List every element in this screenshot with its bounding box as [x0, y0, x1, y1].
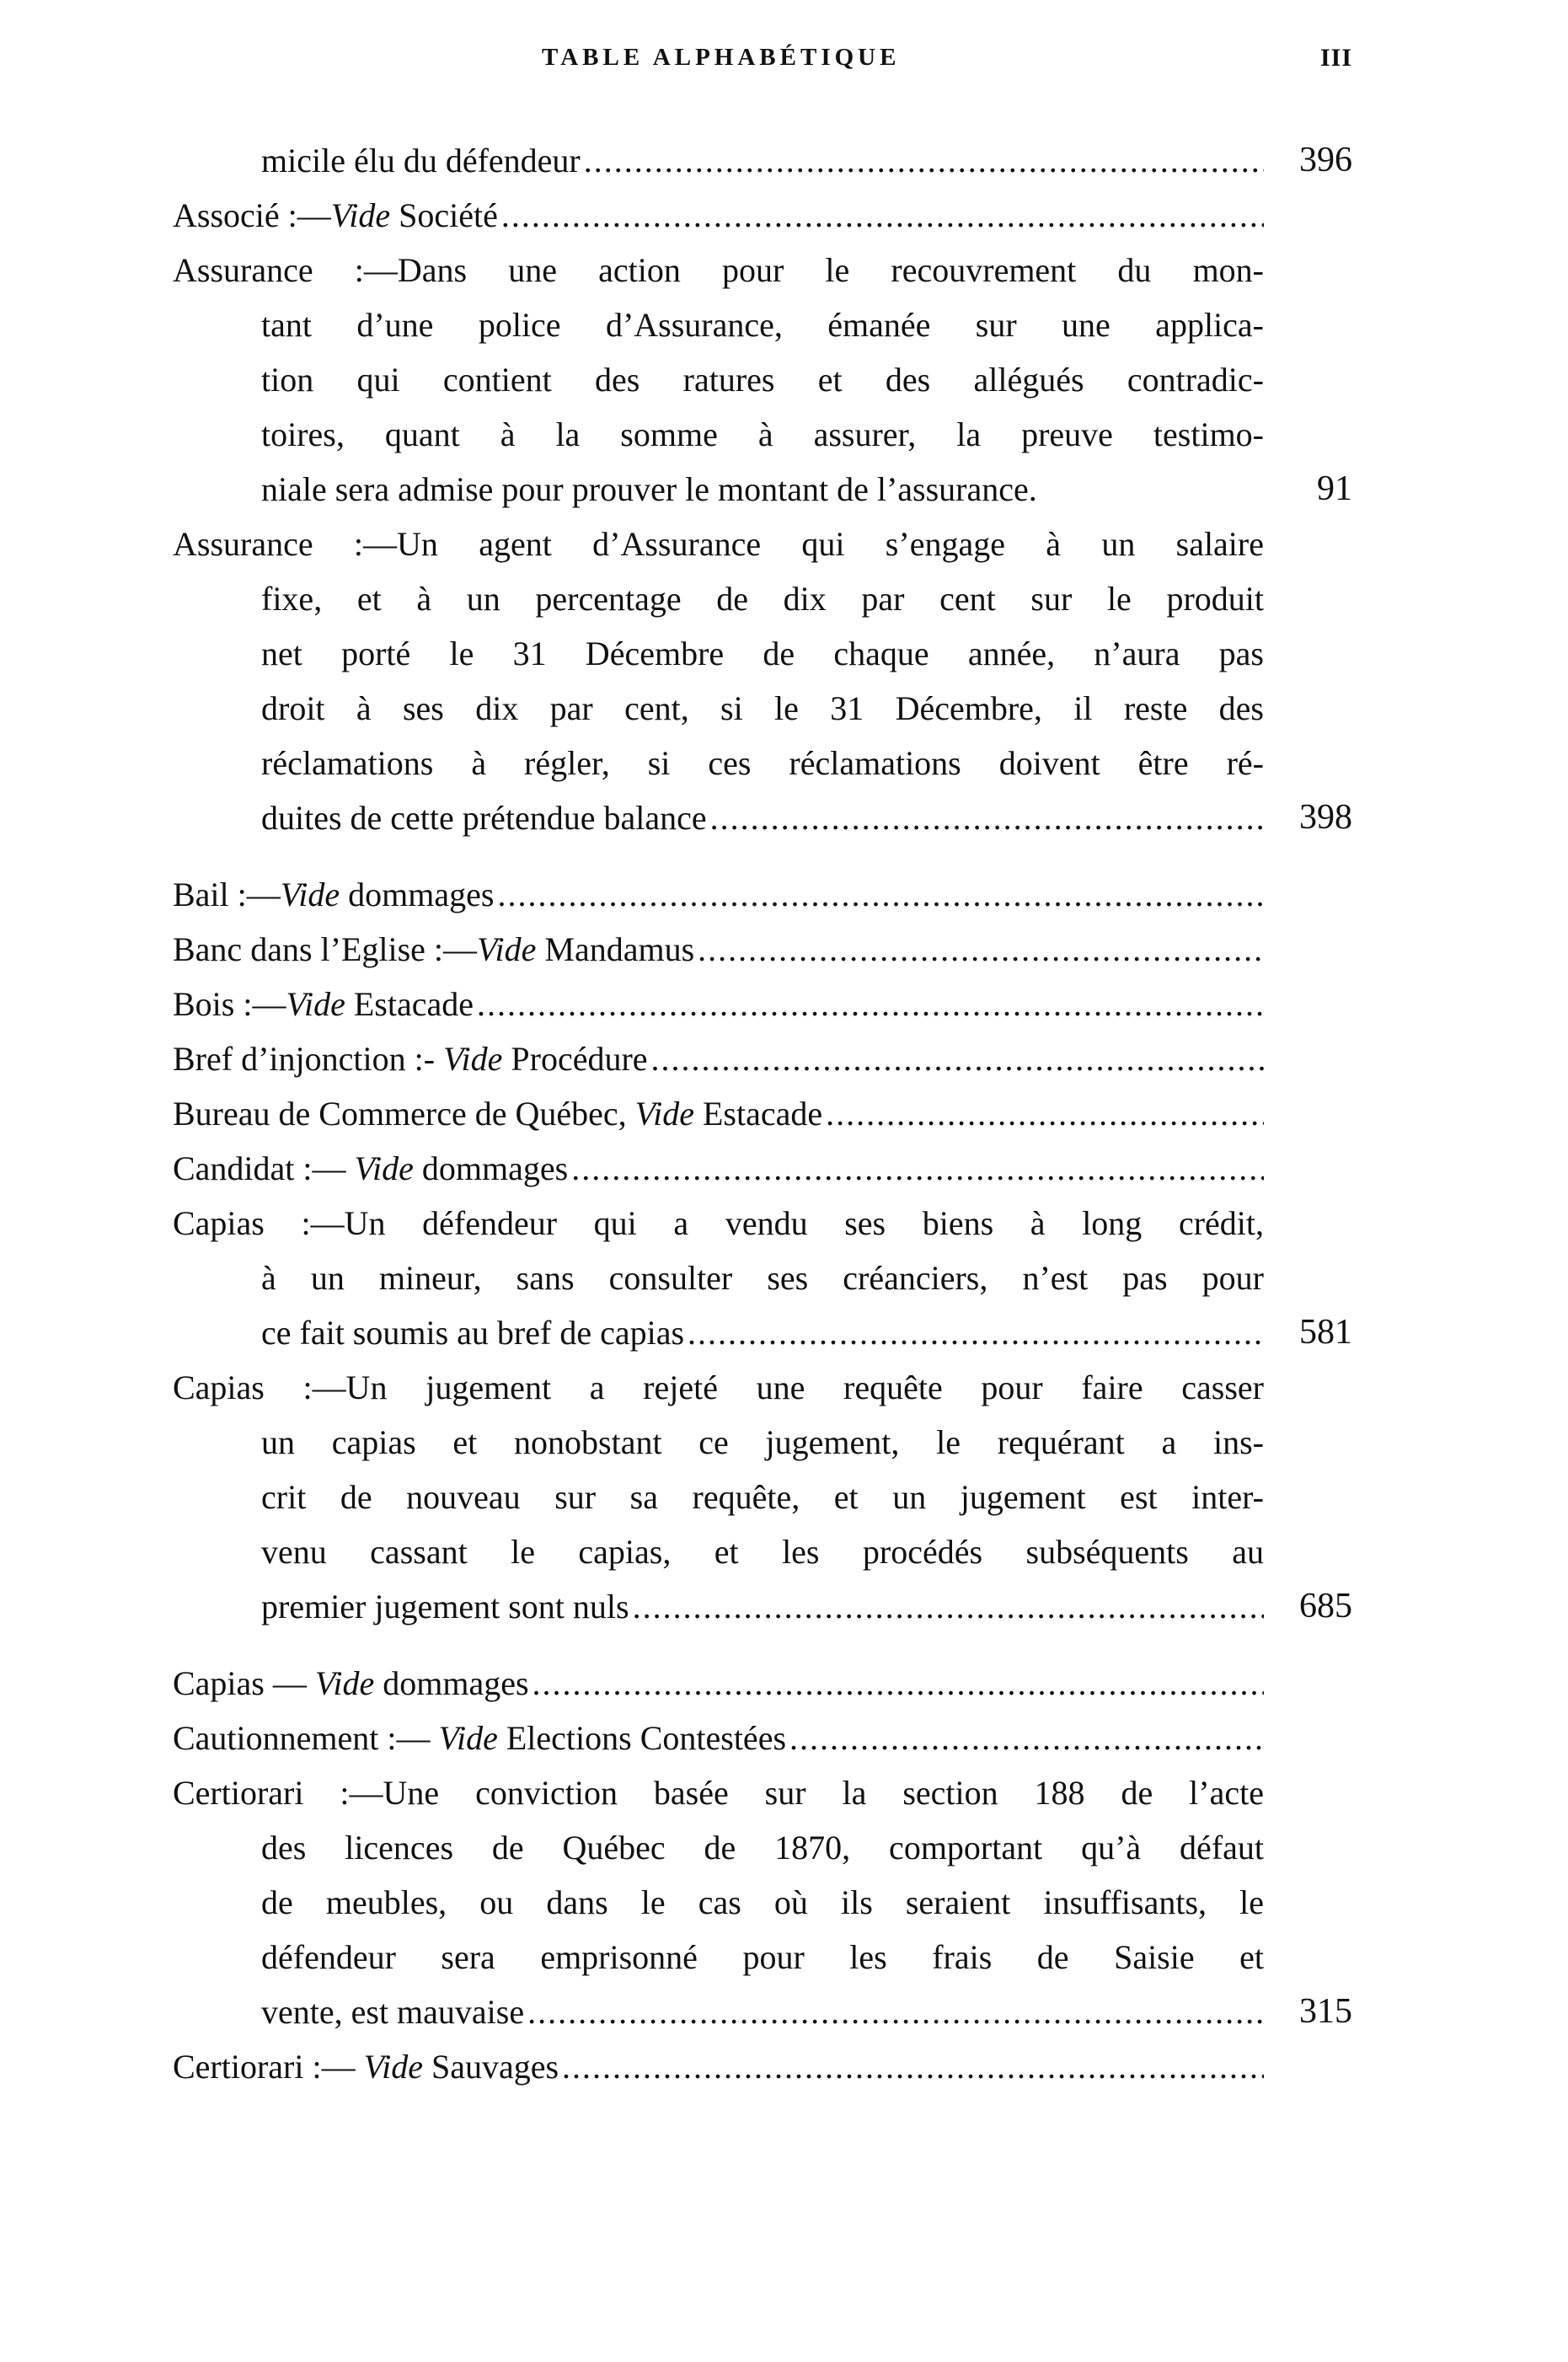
- leader-text: [173, 1031, 648, 1086]
- leader-row: [261, 133, 1264, 188]
- vide-reference: Vide: [626, 1095, 694, 1133]
- page-number: III: [1319, 44, 1352, 72]
- index-entry: [173, 1141, 1352, 1196]
- line-text: [261, 1875, 1264, 1930]
- leader-text: [173, 922, 694, 977]
- index-line: [173, 681, 1352, 736]
- line-text: [261, 352, 1264, 407]
- leader-text: [173, 1086, 822, 1141]
- index-line: [173, 1415, 1352, 1470]
- index-line: [173, 736, 1352, 790]
- index-line: [173, 1579, 1352, 1634]
- vide-reference: Vide: [430, 1719, 498, 1757]
- entry-text: à un mineur, sans consulter ses créanciers, n’est pas pour: [261, 1259, 1264, 1297]
- leader-row: [173, 1086, 1264, 1141]
- dot-leader: [501, 188, 1264, 243]
- index-line: [173, 1031, 1352, 1086]
- vide-reference: Vide: [286, 985, 345, 1023]
- line-text: [261, 571, 1264, 626]
- entry-text: ce fait soumis au bref de capias: [261, 1314, 685, 1352]
- index-line: [173, 1251, 1352, 1305]
- entry-text: Mandamus: [536, 930, 695, 968]
- line-text: [261, 407, 1264, 462]
- line-text: [173, 517, 1264, 571]
- leader-row: [261, 1305, 1264, 1360]
- entry-text: Elections Contestées: [497, 1719, 787, 1757]
- index-line: [173, 1360, 1352, 1415]
- index-entry: [173, 517, 1352, 845]
- line-text: [173, 1196, 1264, 1251]
- index-entry: [173, 243, 1352, 517]
- index-line: [173, 407, 1352, 462]
- index-entries: [173, 133, 1352, 2094]
- leader-text: [173, 977, 474, 1031]
- index-entry: [173, 1765, 1352, 2039]
- entry-text: fixe, et à un percentage de dix par cent sur le produit: [261, 580, 1264, 618]
- entry-heading: Bref d’injonction :-: [173, 1040, 436, 1078]
- entry-heading: Bureau de Commerce de Québec,: [173, 1095, 627, 1133]
- index-entry: [173, 1086, 1352, 1141]
- index-line: [173, 133, 1352, 188]
- vide-reference: Vide: [435, 1040, 503, 1078]
- page-reference: 91: [1317, 469, 1352, 508]
- entry-text: dommages: [340, 876, 495, 913]
- line-text: [261, 1524, 1264, 1579]
- entry-text: défendeur sera emprisonné pour les frais de Saisie et: [261, 1938, 1264, 1976]
- entry-text: vente, est mauvaise: [261, 1993, 525, 2031]
- leader-row: [173, 922, 1264, 977]
- index-line: [173, 1820, 1352, 1875]
- entry-text: Un défendeur qui a vendu ses biens à long crédit,: [344, 1204, 1264, 1242]
- index-line: [173, 922, 1352, 977]
- entry-heading: Bail :—: [173, 876, 281, 913]
- dot-leader: [789, 1711, 1264, 1765]
- index-line: [173, 1711, 1352, 1765]
- entry-text: micile élu du défendeur: [261, 142, 581, 179]
- page-reference: 685: [1299, 1587, 1352, 1626]
- leader-row: [173, 1031, 1264, 1086]
- entry-text: dommages: [374, 1664, 529, 1702]
- line-text: [261, 681, 1264, 736]
- dot-leader: [698, 922, 1264, 977]
- index-entry: [173, 2039, 1352, 2094]
- entry-text: Dans une action pour le recouvrement du mon-: [397, 251, 1264, 289]
- leader-text: [261, 1305, 684, 1360]
- vide-reference: Vide: [345, 1149, 414, 1187]
- leader-row: [173, 867, 1264, 922]
- index-line: [173, 790, 1352, 845]
- entry-heading: Assurance :—: [173, 251, 398, 289]
- index-entry: [173, 188, 1352, 243]
- index-line: [173, 1656, 1352, 1711]
- index-line: [173, 626, 1352, 681]
- entry-text: Une conviction basée sur la section 188 de l’acte: [383, 1774, 1264, 1812]
- index-line: [173, 1524, 1352, 1579]
- line-text: [261, 1820, 1264, 1875]
- dot-leader: [571, 1141, 1264, 1196]
- index-entry: [173, 1656, 1352, 1711]
- dot-leader: [562, 2039, 1264, 2094]
- leader-text: [173, 1141, 568, 1196]
- vide-reference: Vide: [477, 930, 537, 968]
- dot-leader: [527, 1984, 1264, 2039]
- entry-text: Un agent d’Assurance qui s’engage à un salaire: [397, 525, 1264, 563]
- index-entry: [173, 1711, 1352, 1765]
- dot-leader: [826, 1086, 1264, 1141]
- leader-text: [173, 188, 498, 243]
- entry-text: de meubles, ou dans le cas où ils seraient insuffisants, le: [261, 1883, 1264, 1921]
- entry-spacer: [173, 845, 1352, 867]
- entry-text: toires, quant à la somme à assurer, la preuve testimo-: [261, 415, 1264, 453]
- dot-leader: [710, 790, 1264, 845]
- index-entry: [173, 977, 1352, 1031]
- entry-text: tion qui contient des ratures et des allégués contradic-: [261, 361, 1264, 399]
- entry-text: premier jugement sont nuls: [261, 1588, 629, 1626]
- entry-heading: Bois :—: [173, 985, 286, 1023]
- index-line: [173, 1930, 1352, 1984]
- leader-row: [261, 790, 1264, 845]
- line-text: [261, 1251, 1264, 1305]
- entry-text: venu cassant le capias, et les procédés subséquents au: [261, 1533, 1264, 1571]
- dot-leader: [584, 133, 1264, 188]
- entry-heading: Banc dans l’Eglise :—: [173, 930, 478, 968]
- leader-row: [173, 1656, 1264, 1711]
- entry-text: niale sera admise pour prouver le montant de l’assurance.: [261, 470, 1037, 508]
- leader-text: [261, 1984, 524, 2039]
- index-line: [173, 188, 1352, 243]
- running-head: [173, 44, 1352, 94]
- entry-heading: Capias :—: [173, 1204, 345, 1242]
- index-line: [173, 1141, 1352, 1196]
- dot-leader: [633, 1579, 1264, 1634]
- index-line: [173, 1765, 1352, 1820]
- page-reference: 581: [1299, 1313, 1352, 1352]
- line-text: [261, 1470, 1264, 1524]
- leader-text: [261, 1579, 629, 1634]
- index-line: [173, 1305, 1352, 1360]
- leader-text: [173, 1711, 786, 1765]
- leader-text: [261, 790, 707, 845]
- dot-leader: [651, 1031, 1264, 1086]
- entry-text: un capias et nonobstant ce jugement, le requérant a ins-: [261, 1423, 1264, 1461]
- dot-leader: [532, 1656, 1264, 1711]
- entry-text: crit de nouveau sur sa requête, et un jugement est inter-: [261, 1478, 1264, 1516]
- dot-leader: [688, 1305, 1264, 1360]
- index-line: [173, 1470, 1352, 1524]
- line-text: [261, 626, 1264, 681]
- index-line: [173, 352, 1352, 407]
- vide-reference: Vide: [330, 196, 391, 234]
- entry-text: Procédure: [502, 1040, 648, 1078]
- dot-leader: [497, 867, 1264, 922]
- page-reference: 398: [1299, 798, 1352, 837]
- leader-text: [173, 867, 494, 922]
- line-text: [261, 297, 1264, 352]
- index-line: [173, 571, 1352, 626]
- vide-reference: Vide: [355, 2048, 423, 2086]
- leader-row: [173, 977, 1264, 1031]
- leader-row: [173, 1711, 1264, 1765]
- page-reference: 396: [1299, 141, 1352, 179]
- line-text: [261, 462, 1264, 517]
- entry-text: réclamations à régler, si ces réclamations doivent être ré-: [261, 744, 1264, 782]
- entry-text: Un jugement a rejeté une requête pour faire casser: [345, 1368, 1264, 1406]
- entry-text: droit à ses dix par cent, si le 31 Décembre, il reste des: [261, 689, 1264, 727]
- index-line: [173, 867, 1352, 922]
- entry-heading: Capias —: [173, 1664, 307, 1702]
- entry-text: net porté le 31 Décembre de chaque année, n’aura pas: [261, 635, 1264, 672]
- index-line: [173, 2039, 1352, 2094]
- leader-text: [173, 1656, 529, 1711]
- index-entry: [173, 867, 1352, 922]
- leader-row: [173, 1141, 1264, 1196]
- entry-heading: Associé :—: [173, 196, 331, 234]
- entry-text: dommages: [413, 1149, 569, 1187]
- leader-row: [261, 1579, 1264, 1634]
- entry-text: Sauvages: [422, 2048, 559, 2086]
- entry-text: Estacade: [345, 985, 474, 1023]
- line-text: [261, 1415, 1264, 1470]
- index-line: [173, 243, 1352, 297]
- entry-text: Estacade: [694, 1095, 823, 1133]
- vide-reference: Vide: [280, 876, 340, 913]
- index-line: [173, 1875, 1352, 1930]
- index-line: [173, 1196, 1352, 1251]
- entry-heading: Assurance :—: [173, 525, 398, 563]
- index-entry: [173, 1360, 1352, 1634]
- index-line: [173, 517, 1352, 571]
- entry-spacer: [173, 1634, 1352, 1656]
- entry-text: tant d’une police d’Assurance, émanée sur une applica-: [261, 306, 1264, 344]
- entry-heading: Cautionnement :—: [173, 1719, 431, 1757]
- entry-text: des licences de Québec de 1870, comportant qu’à défaut: [261, 1829, 1264, 1867]
- entry-heading: Certiorari :—: [173, 2048, 356, 2086]
- dot-leader: [477, 977, 1264, 1031]
- entry-heading: Candidat :—: [173, 1149, 346, 1187]
- leader-row: [173, 2039, 1264, 2094]
- index-line: [173, 297, 1352, 352]
- index-line: [173, 977, 1352, 1031]
- leader-row: [173, 188, 1264, 243]
- index-line: [173, 1086, 1352, 1141]
- index-entry: [173, 922, 1352, 977]
- index-entry: [173, 133, 1352, 188]
- entry-text: Société: [390, 196, 498, 234]
- line-text: [173, 1765, 1264, 1820]
- line-text: [173, 1360, 1264, 1415]
- entry-heading: Capias :—: [173, 1368, 346, 1406]
- line-text: [261, 736, 1264, 790]
- leader-text: [173, 2039, 559, 2094]
- line-text: [173, 243, 1264, 297]
- entry-heading: Certiorari :—: [173, 1774, 383, 1812]
- entry-text: duites de cette prétendue balance: [261, 799, 707, 837]
- running-title: TABLE ALPHABÉTIQUE: [542, 44, 901, 71]
- vide-reference: Vide: [306, 1664, 375, 1702]
- page-reference: 315: [1299, 1992, 1352, 2031]
- index-line: [173, 462, 1352, 517]
- leader-text: [261, 133, 581, 188]
- leader-row: [261, 1984, 1264, 2039]
- line-text: [261, 1930, 1264, 1984]
- index-line: [173, 1984, 1352, 2039]
- index-entry: [173, 1031, 1352, 1086]
- index-entry: [173, 1196, 1352, 1360]
